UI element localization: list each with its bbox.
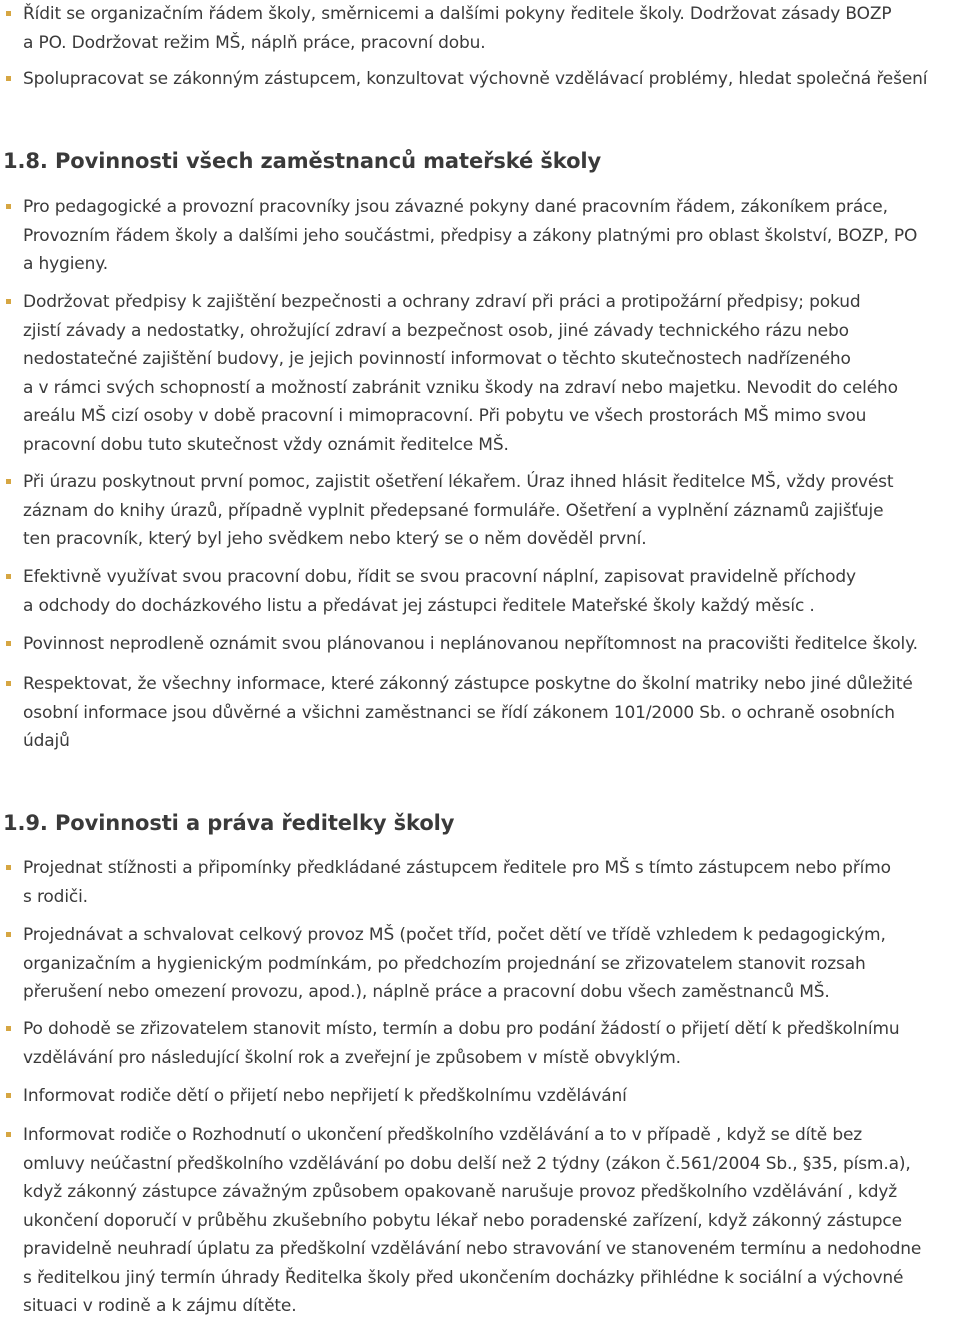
bullet-icon <box>6 299 11 304</box>
text-line: ukončení doporučí v průběhu zkušebního pobytu lékař nebo poradenské zařízení, když zákonný zástupce <box>23 1210 902 1231</box>
list-item <box>6 288 956 459</box>
text-line: a v rámci svých schopností a možností zabránit vzniku škody na zdraví nebo majetku. Nevodit do celého <box>23 377 898 398</box>
list-item <box>6 65 956 94</box>
text-line: když zákonný zástupce závažným způsobem opakovaně narušuje provoz předškolního vzdělávání , když <box>23 1182 898 1202</box>
text-line: Při úrazu poskytnout první pomoc, zajistit ošetření lékařem. Úraz ihned hlásit ředitelce MŠ, vždy provést <box>23 472 894 492</box>
list-item <box>6 921 956 1007</box>
bullet-icon <box>6 1093 11 1098</box>
text-line: a PO. Dodržovat režim MŠ, náplň práce, pracovní dobu. <box>23 32 486 53</box>
text-line: Řídit se organizačním řádem školy, směrnicemi a dalšími pokyny ředitele školy. Dodržovat zásady BOZP <box>23 4 892 24</box>
bullet-icon <box>6 865 11 870</box>
text-line: organizačním a hygienickým podmínkám, po předchozím projednání se zřizovatelem stanovit rozsah <box>23 953 866 974</box>
bullet-icon <box>6 11 11 16</box>
text-line: Informovat rodiče o Rozhodnutí o ukončení předškolního vzdělávání a to v případě , když se dítě bez <box>23 1125 863 1145</box>
text-line: omluvy neúčastní předškolního vzdělávání po dobu delší než 2 týdny (zákon č.561/2004 Sb., §35, písm.a), <box>23 1153 911 1174</box>
text-line: situaci v rodině a k zájmu dítěte. <box>23 1296 297 1316</box>
text-line: nedostatečné zajištění budovy, je jejich povinností informovat o těchto skutečnostech nadřízeného <box>23 349 851 369</box>
bullet-icon <box>6 76 11 81</box>
text-line: Projednat stížnosti a připomínky předkládané zástupcem ředitele pro MŠ s tímto zástupcem nebo přímo <box>23 858 891 878</box>
text-line: pravidelně neuhradí úplatu za předškolní vzdělávání nebo stravování ve stanoveném termínu a nedohodne <box>23 1239 922 1259</box>
text-line: Dodržovat předpisy k zajištění bezpečnosti a ochrany zdraví při práci a protipožární předpisy; pokud <box>23 292 861 312</box>
text-line: údajů <box>23 731 70 751</box>
bullet-icon <box>6 204 11 209</box>
text-line: Projednávat a schvalovat celkový provoz MŠ (počet tříd, počet dětí ve třídě vzhledem k pedagogickým, <box>23 925 886 945</box>
text-line: a odchody do docházkového listu a předávat jej zástupci ředitele Mateřské školy každý měsíc . <box>23 595 815 616</box>
bullet-icon <box>6 1132 11 1137</box>
text-line: s rodiči. <box>23 886 88 907</box>
text-line: Spolupracovat se zákonným zástupcem, konzultovat výchovně vzdělávací problémy, hledat společná řešení <box>23 69 928 89</box>
text-line: přerušení nebo omezení provozu, apod.), náplně práce a pracovní dobu všech zaměstnanců MŠ. <box>23 982 830 1002</box>
list-item <box>6 193 956 279</box>
text-line: záznam do knihy úrazů, případně vyplnit předepsané formuláře. Ošetření a vyplnění záznamů zajišťuje <box>23 500 884 521</box>
text-line: ten pracovník, který byl jeho svědkem nebo který se o něm dověděl první. <box>23 529 647 549</box>
bullet-icon <box>6 479 11 484</box>
text-line: Efektivně využívat svou pracovní dobu, řídit se svou pracovní náplní, zapisovat pravidelně příchody <box>23 567 856 587</box>
text-line: Informovat rodiče dětí o přijetí nebo nepřijetí k předškolnímu vzdělávání <box>23 1086 627 1106</box>
text-line: pracovní dobu tuto skutečnost vždy oznámit ředitelce MŠ. <box>23 434 509 455</box>
list-item <box>6 563 956 620</box>
text-line: Provozním řádem školy a dalšími jeho součástmi, předpisy a zákony platnými pro oblast školství, BOZP, PO <box>23 225 918 246</box>
text-line: osobní informace jsou důvěrné a všichni zaměstnanci se řídí zákonem 101/2000 Sb. o ochraně osobních <box>23 702 895 723</box>
text-line: Respektovat, že všechny informace, které zákonný zástupce poskytne do školní matriky nebo jiné důležité <box>23 674 913 694</box>
text-line: Po dohodě se zřizovatelem stanovit místo, termín a dobu pro podání žádostí o přijetí dětí k předškolnímu <box>23 1019 900 1039</box>
bullet-icon <box>6 932 11 937</box>
text-line: Pro pedagogické a provozní pracovníky jsou závazné pokyny dané pracovním řádem, zákoníkem práce, <box>23 197 888 217</box>
text-line: zjistí závady a nedostatky, ohrožující zdraví a bezpečnost osob, jiné závady technického rázu nebo <box>23 320 849 341</box>
list-item <box>6 0 956 57</box>
text-line: a hygieny. <box>23 254 108 274</box>
list-item <box>6 854 956 911</box>
bullet-icon <box>6 1026 11 1031</box>
list-item <box>6 1015 956 1072</box>
section-heading: 1.8. Povinnosti všech zaměstnanců mateřské školy <box>3 149 602 173</box>
text-line: areálu MŠ cizí osoby v době pracovní i mimopracovní. Při pobytu ve všech prostorách MŠ mimo svou <box>23 406 867 426</box>
list-item <box>6 670 956 756</box>
bullet-icon <box>6 641 11 646</box>
list-item <box>6 1082 956 1111</box>
list-item <box>6 1121 956 1321</box>
text-line: s ředitelkou jiný termín úhrady Ředitelka školy před ukončením docházky přihlédne k sociální a výchovné <box>23 1267 904 1288</box>
bullet-icon <box>6 681 11 686</box>
list-item <box>6 630 956 659</box>
text-line: vzdělávání pro následující školní rok a zveřejní je způsobem v místě obvyklým. <box>23 1047 681 1068</box>
list-item <box>6 468 956 554</box>
bullet-icon <box>6 574 11 579</box>
text-line: Povinnost neprodleně oznámit svou plánovanou i neplánovanou nepřítomnost na pracovišti ředitelce školy. <box>23 634 918 654</box>
section-heading: 1.9. Povinnosti a práva ředitelky školy <box>3 811 455 835</box>
